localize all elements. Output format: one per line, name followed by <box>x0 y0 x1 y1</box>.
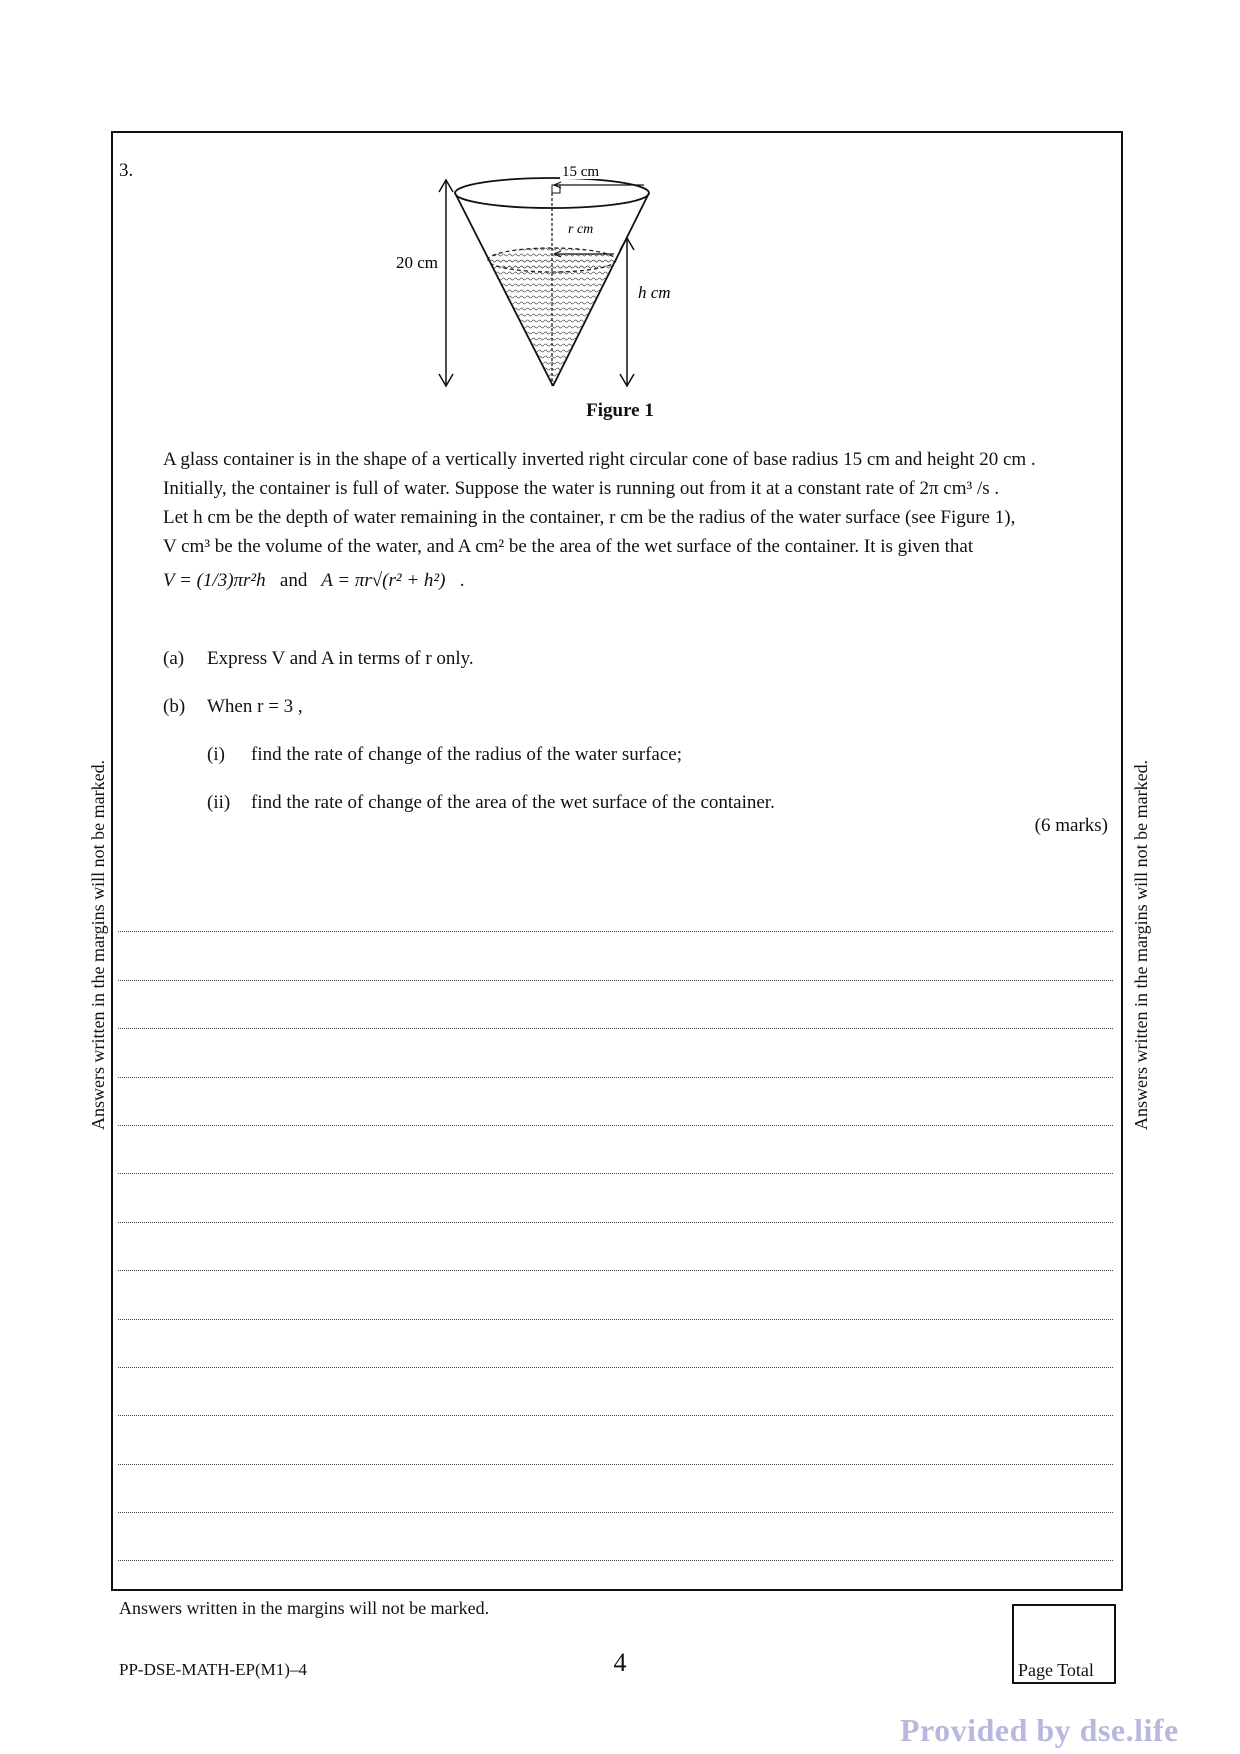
left-margin-note: Answers written in the margins will not be marked. <box>88 759 108 1130</box>
label-rcm: r cm <box>568 222 594 237</box>
answer-line[interactable] <box>118 1126 1113 1174</box>
part-b-text: When r = 3 , <box>207 696 303 717</box>
question-paragraph <box>163 445 1123 561</box>
right-margin-note: Answers written in the margins will not be marked. <box>1131 759 1151 1130</box>
paragraph-line: A glass container is in the shape of a vertically inverted right circular cone of base radius 15 cm and height 20 cm . <box>163 449 1036 470</box>
paragraph-line: Let h cm be the depth of water remaining in the container, r cm be the radius of the water surface (see Figure 1), <box>163 507 1016 528</box>
answer-line[interactable] <box>118 1078 1113 1126</box>
formula-and: and <box>279 570 308 591</box>
answer-line[interactable] <box>118 1368 1113 1416</box>
part-a-label: (a) <box>163 648 185 669</box>
answer-line[interactable] <box>118 1416 1113 1464</box>
part-a-text: Express V and A in terms of r only. <box>207 648 474 669</box>
answer-line[interactable] <box>118 1029 1113 1077</box>
cone-figure <box>396 164 770 408</box>
answer-line[interactable] <box>118 1320 1113 1368</box>
question-number: 3. <box>119 160 134 181</box>
answer-line[interactable] <box>118 884 1113 932</box>
answer-line[interactable] <box>118 1223 1113 1271</box>
label-hcm: h cm <box>638 283 671 302</box>
area-formula: A = πr√(r² + h²) <box>321 570 446 591</box>
part-b-i-label: (i) <box>207 744 225 765</box>
answer-line[interactable] <box>118 981 1113 1029</box>
volume-formula: V = (1/3)πr²h <box>163 570 266 591</box>
paragraph-line: V cm³ be the volume of the water, and A cm² be the area of the wet surface of the container. It is given that <box>163 536 974 557</box>
label-20cm: 20 cm <box>396 253 439 272</box>
given-formulas <box>163 570 464 592</box>
answer-area[interactable] <box>118 884 1113 1561</box>
part-b-ii-label: (ii) <box>207 792 231 813</box>
provider-watermark: Provided by dse.life <box>900 1712 1179 1748</box>
answer-line[interactable] <box>118 1513 1113 1561</box>
part-b-ii-text: find the rate of change of the area of the wet surface of the container. <box>251 792 775 813</box>
label-15cm: 15 cm <box>562 164 600 180</box>
part-b-label: (b) <box>163 696 186 717</box>
answer-line[interactable] <box>118 1465 1113 1513</box>
page-total-label: Page Total <box>1018 1660 1094 1680</box>
footer-note: Answers written in the margins will not be marked. <box>119 1598 490 1618</box>
answer-line[interactable] <box>118 932 1113 980</box>
answer-line[interactable] <box>118 1174 1113 1222</box>
figure-caption: Figure 1 <box>586 400 654 421</box>
formula-end: . <box>459 570 465 591</box>
paragraph-line: Initially, the container is full of water. Suppose the water is running out from it at a constant rate of 2π cm³ /s . <box>163 478 1000 499</box>
answer-line[interactable] <box>118 1271 1113 1319</box>
part-b-i-text: find the rate of change of the radius of the water surface; <box>251 744 682 765</box>
exam-code: PP-DSE-MATH-EP(M1)–4 <box>119 1660 307 1679</box>
marks: (6 marks) <box>1034 815 1108 836</box>
page-number: 4 <box>613 1648 627 1677</box>
